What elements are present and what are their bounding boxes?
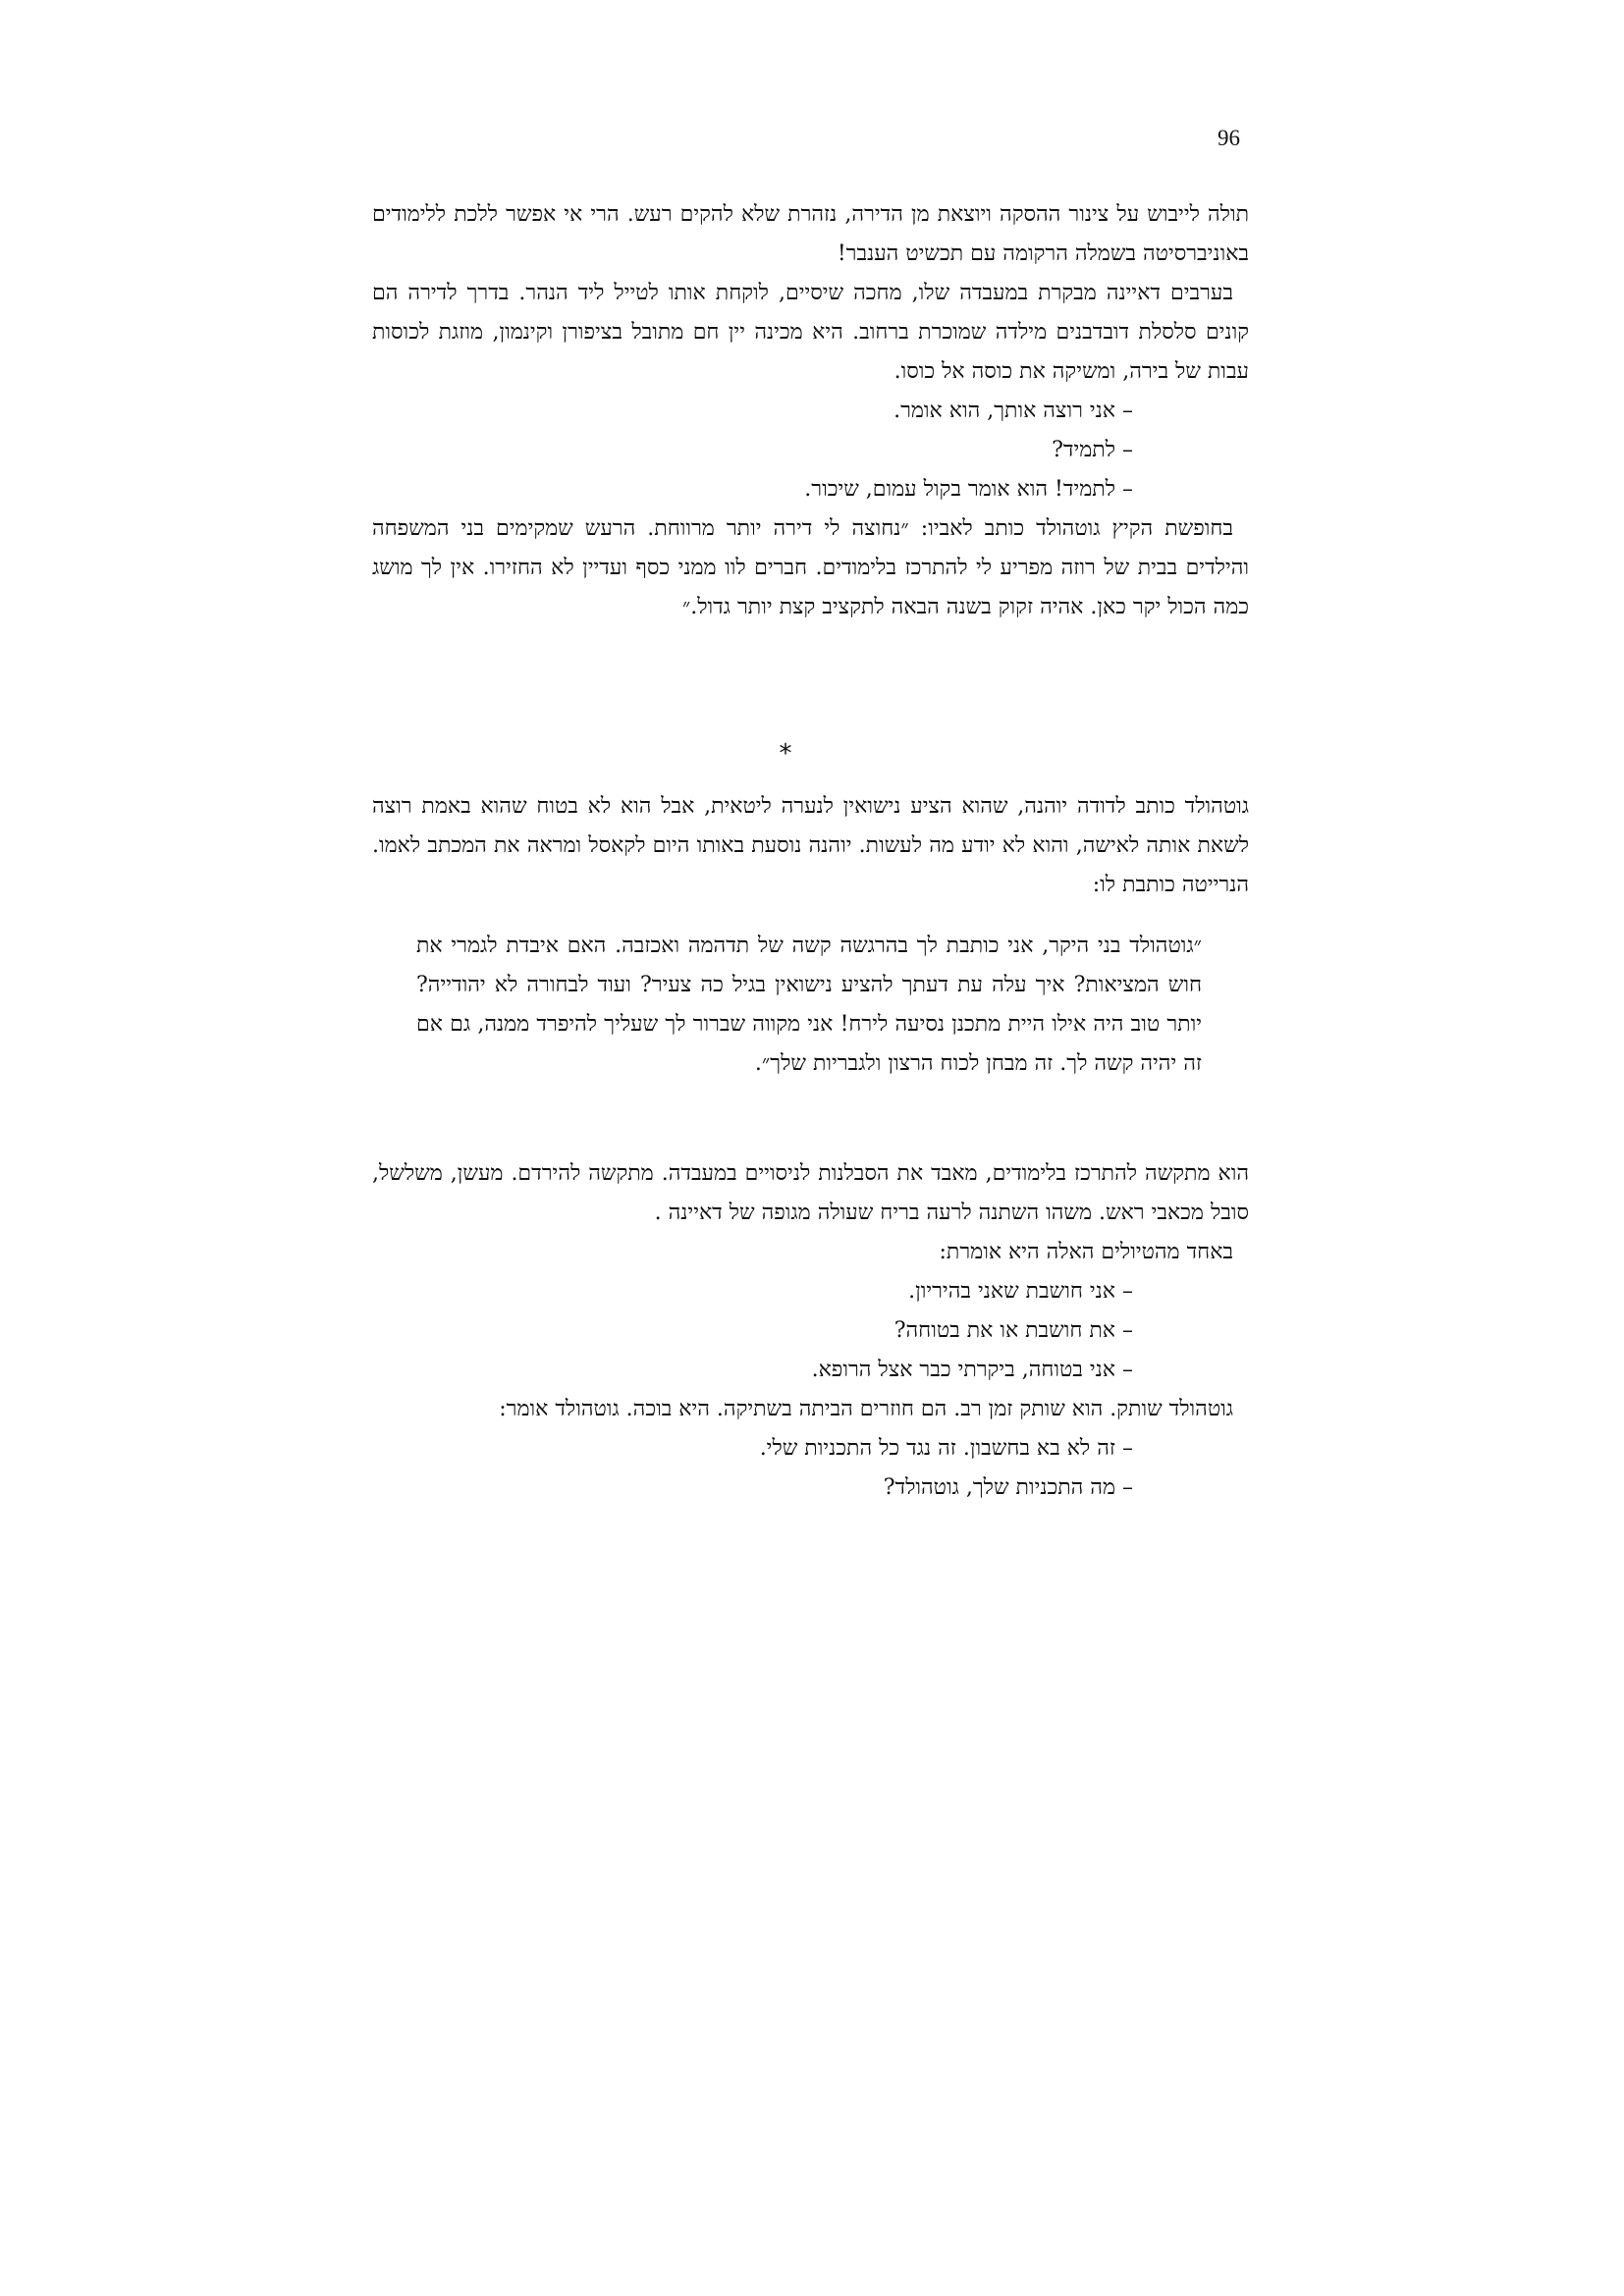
text-section-2a [372, 787, 1249, 905]
dialogue-line: – אני רוצה אותך, הוא אומר. [893, 399, 1133, 423]
dialogue-line: – אני חושבת שאני בהיריון. [908, 1279, 1133, 1304]
paragraph: באחד מהטיולים האלה היא אומרת: [939, 1240, 1233, 1264]
dialogue-line: – לתמיד? [1052, 438, 1133, 462]
paragraph: בחופשת הקיץ גוטהולד כותב לאביו: ״נחוצה לי דירה יותר מרווחת. הרעש שמקימים בני המשפחה והילדים בבית של רוזה מפריע לי להתרכז בלימודים. חברים לוו ממני כסף ועדיין לא החזירו. אין לך מושג כמה הכול יקר כאן. אהיה זקוק בשנה הבאה לתקציב קצת יותר גדול.״ [372, 516, 1249, 619]
dialogue-line: – זה לא בא בחשבון. זה נגד כל התכניות שלי. [759, 1436, 1133, 1461]
paragraph: הוא מתקשה להתרכז בלימודים, מאבד את הסבלנות לניסויים במעבדה. מתקשה להירדם. מעשן, משלשל, סובל מכאבי ראש. משהו השתנה לרעה בריח שעולה מגופה של דאיינה . [372, 1161, 1249, 1225]
dialogue-line: – אני בטוחה, ביקרתי כבר אצל הרופא. [811, 1358, 1133, 1382]
dialogue-line: – את חושבת או את בטוחה? [893, 1318, 1133, 1343]
paragraph: גוטהולד שותק. הוא שותק זמן רב. הם חוזרים הביתה בשתיקה. היא בוכה. גוטהולד אומר: [499, 1397, 1233, 1421]
paragraph: גוטהולד כותב לדודה יוהנה, שהוא הציע נישואין לנערה ליטאית, אבל הוא לא בטוח שהוא באמת רוצה לשאת אותה לאישה, והוא לא יודע מה לעשות. יוהנה נוסעת באותו היום לקאסל ומראה את המכתב לאמו. הנרייטה כותבת לו: [372, 794, 1249, 897]
text-section-1 [372, 195, 1249, 627]
section-separator: * [779, 739, 792, 769]
page-number: 96 [1218, 126, 1240, 150]
paragraph: תולה לייבוש על צינור ההסקה ויוצאת מן הדירה, נזהרת שלא להקים רעש. הרי אי אפשר ללכת ללימודים באוניברסיטה בשמלה הרקומה עם תכשיט הענבר! [372, 202, 1249, 266]
dialogue-line: – מה התכניות שלך, גוטהולד? [883, 1475, 1133, 1500]
text-section-2b [372, 1154, 1249, 1508]
paragraph: בערבים דאיינה מבקרת במעבדה שלו, מחכה שיסיים, לוקחת אותו לטייל ליד הנהר. בדרך לדירה הם קונים סלסלת דובדבנים מילדה שמוכרת ברחוב. היא מכינה יין חם מתובל בציפורן וקינמון, מוזגת לכוסות עבות של בירה, ומשיקה את כוסה אל כוסו. [372, 281, 1249, 384]
dialogue-line: – לתמיד! הוא אומר בקול עמום, שיכור. [804, 477, 1133, 502]
letter-quote [416, 927, 1202, 1084]
quote-text: ״גוטהולד בני היקר, אני כותבת לך בהרגשה קשה של תדהמה ואכזבה. האם איבדת לגמרי את חוש המציאות? איך עלה עת דעתך להציע נישואין בגיל כה צעיר? ועוד לבחורה לא יהודייה? יותר טוב היה אילו היית מתכנן נסיעה לירח! אני מקווה שברור לך שעליך להיפרד ממנה, גם אם זה יהיה קשה לך. זה מבחן לכוח הרצון ולגבריות שלך״. [416, 934, 1202, 1076]
